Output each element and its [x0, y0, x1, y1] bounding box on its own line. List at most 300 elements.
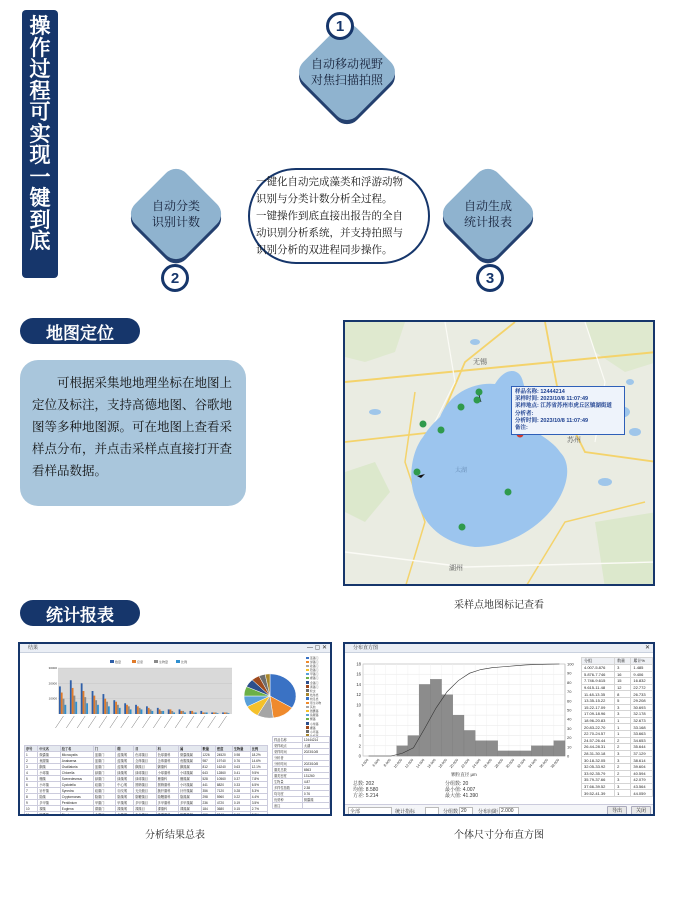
table-cell: 0.76 [302, 791, 329, 797]
table-cell: 30.18-32.05 [582, 757, 615, 764]
table-cell: 4.87 [302, 779, 329, 785]
table-cell: 3 [615, 777, 631, 784]
stat-max: 最大值: 41.390 [445, 793, 479, 799]
table-cell: 3040 [215, 812, 232, 817]
legend-label: 金藻门 [310, 680, 319, 685]
map-canvas[interactable] [345, 322, 655, 586]
table-row[interactable] [582, 737, 653, 744]
table-row[interactable] [582, 770, 653, 777]
step-1-line-2: 对焦扫描拍照 [310, 73, 383, 87]
table-cell: 念珠藻目 [134, 758, 156, 764]
bar [213, 712, 215, 714]
bar [135, 705, 137, 714]
legend-label: 小环藻 [310, 729, 319, 734]
groups-input[interactable]: 20 [459, 807, 473, 815]
y2-tick-label: 30 [567, 725, 572, 731]
legend-swatch [306, 697, 309, 700]
table-cell: 念珠藻科 [156, 758, 178, 764]
table-row[interactable] [582, 665, 653, 672]
table-cell: 10560 [215, 776, 232, 782]
table-cell: 2 [615, 770, 631, 777]
legend-swatch [306, 730, 309, 733]
table-cell: 蓝藻纲 [116, 758, 134, 764]
tooltip-line: 分析时间: 2023/10/8 11:07:49 [515, 417, 589, 424]
legend-swatch [306, 706, 309, 709]
histogram-bar [453, 715, 464, 756]
tooltip-line: 样品名称: 12444214 [515, 389, 565, 395]
table-row[interactable] [25, 812, 268, 817]
histogram-bar [498, 751, 509, 756]
stat-variance: 方差: 5.214 [353, 793, 379, 799]
stats-section-title: 统计报表 [20, 600, 140, 626]
y2-tick-label: 100 [567, 661, 574, 667]
column-header[interactable]: 数量 [201, 746, 215, 752]
x-tick-label: 36.000 [538, 758, 549, 770]
bar [211, 712, 213, 714]
table-cell: 绿球藻目 [134, 776, 156, 782]
table-row[interactable] [582, 691, 653, 698]
x-tick-label: 34.000 [527, 758, 538, 770]
table-cell: 20.83-22.70 [582, 724, 615, 731]
table-cell: 绿藻门 [93, 770, 115, 776]
table-cell: 152 [201, 812, 215, 817]
bar [128, 706, 130, 714]
bar [113, 700, 115, 714]
table-cell: 1 [615, 724, 631, 731]
table-row[interactable] [582, 704, 653, 711]
window-controls-icon[interactable]: — ▢ ✕ [306, 645, 327, 651]
table-cell: 鱼腥藻属 [179, 758, 201, 764]
table-cell: 9.5% [250, 770, 267, 776]
summary-caption: 分析结果总表 [145, 830, 205, 841]
legend-swatch [306, 693, 309, 696]
table-header-row [582, 658, 653, 665]
bar [168, 709, 170, 714]
summary-window-title: 结果 [28, 645, 39, 651]
column-header[interactable]: 序号 [25, 746, 38, 752]
x-tick-label: 12.000 [404, 758, 415, 770]
table-cell: 锥囊藻属 [179, 812, 201, 817]
y2-tick-label: 90 [567, 670, 572, 676]
table-cell: 颤藻 [38, 764, 60, 770]
y-tick-label: 10000 [48, 696, 57, 701]
table-cell: 锥囊藻科 [156, 812, 178, 817]
legend-label: 微囊藻 [310, 709, 319, 714]
table-row[interactable] [582, 790, 653, 797]
table-row[interactable] [582, 671, 653, 678]
table-cell: 24520 [215, 752, 232, 758]
banner-char: 到 [29, 207, 51, 232]
histogram-bar [419, 684, 430, 756]
table-cell: 锥囊藻 [38, 812, 60, 817]
histogram-bar [442, 695, 453, 756]
column-header[interactable]: 比例 [250, 746, 267, 752]
column-header[interactable]: 累计% [631, 658, 653, 665]
table-cell: 隐鞭藻目 [134, 794, 156, 800]
bar [84, 697, 86, 714]
table-cell: 17.09-18.96 [582, 711, 615, 718]
bar [106, 702, 108, 714]
table-cell: 裸藻纲 [116, 806, 134, 812]
histogram-caption: 个体尺寸分布直方图 [454, 830, 544, 841]
table-cell: 42.079 [631, 777, 653, 784]
y2-tick-label: 10 [567, 744, 572, 750]
table-cell: 38.614 [631, 757, 653, 764]
table-cell: 7.8% [250, 776, 267, 782]
banner-char: 现 [29, 143, 51, 167]
table-cell: 33.168 [631, 724, 653, 731]
export-button[interactable]: 导出 [607, 806, 627, 816]
table-cell: 987 [201, 758, 215, 764]
stat-min: 最小值: 4.007 [445, 787, 476, 793]
table-cell: 33.92-35.79 [582, 770, 615, 777]
histogram-table [581, 657, 653, 797]
bar [173, 712, 175, 714]
x-tick-label: 30.000 [505, 758, 516, 770]
step-1-line-1: 自动移动视野 [310, 57, 383, 71]
legend-label: 蓝藻门 [310, 656, 319, 660]
table-cell: 9.406 [631, 671, 653, 678]
table-cell: 43.564 [631, 783, 653, 790]
bar [92, 691, 94, 714]
legend-swatch [306, 689, 309, 692]
table-row[interactable] [582, 678, 653, 685]
table-row[interactable] [582, 730, 653, 737]
column-header[interactable]: 拉丁名 [60, 746, 93, 752]
table-cell: 32.05-33.92 [582, 763, 615, 770]
y-tick-label: 4 [358, 733, 361, 739]
x-tick-label: 16.000 [426, 758, 437, 770]
x-tick-label: 24.000 [471, 758, 482, 770]
legend-label: 裸藻门 [310, 676, 319, 681]
table-row[interactable] [582, 744, 653, 751]
table-cell: 0.76 [232, 758, 250, 764]
bar [202, 712, 204, 714]
table-cell: 11.48-13.35 [582, 691, 615, 698]
y2-tick-label: 40 [567, 716, 572, 722]
histogram-bar [531, 746, 542, 756]
table-cell: 中心纲 [116, 782, 134, 788]
histogram-bar [430, 679, 441, 756]
column-header[interactable]: 目 [134, 746, 156, 752]
histogram-bar [509, 751, 520, 756]
table-cell: 裸藻属 [179, 806, 201, 812]
y2-tick-label: 0 [567, 753, 570, 759]
table-cell: 15.22-17.09 [582, 704, 615, 711]
table-cell: Chlorella [60, 770, 93, 776]
map-panel[interactable] [343, 320, 655, 586]
banner-char: 键 [29, 186, 51, 210]
table-cell: 2 [615, 763, 631, 770]
step-3-text [452, 178, 524, 250]
table-cell: Euglena [60, 806, 93, 812]
x-tick-label: 22.000 [460, 758, 471, 770]
legend-label: 栅藻 [310, 725, 316, 730]
legend-swatch [306, 669, 309, 672]
table-cell: 131260 [302, 773, 329, 779]
table-row[interactable] [582, 757, 653, 764]
table-cell: 12 [615, 684, 631, 691]
tooltip-line: 分析者: [515, 410, 534, 417]
column-header[interactable]: 属 [179, 746, 201, 752]
table-cell: 528 [201, 776, 215, 782]
tooltip-line: 备注: [515, 425, 528, 432]
column-header[interactable]: 科 [156, 746, 178, 752]
banner-char: 底 [29, 229, 51, 253]
legend-label: 数量 [115, 660, 122, 664]
bar [83, 691, 85, 714]
table-cell: 绿藻纲 [116, 776, 134, 782]
table-cell: Oscillatoria [60, 764, 93, 770]
y-tick-label: 0 [358, 753, 361, 759]
table-cell: 0.22 [232, 794, 250, 800]
table-cell: 19740 [215, 758, 232, 764]
table-cell: 1 [615, 790, 631, 797]
table-cell: 26.733 [631, 691, 653, 698]
legend-swatch [110, 660, 114, 663]
table-row[interactable] [582, 783, 653, 790]
table-cell: 微囊藻属 [179, 752, 201, 758]
table-row[interactable] [582, 717, 653, 724]
y2-tick-label: 50 [567, 707, 572, 713]
histogram-bar [554, 741, 565, 756]
histogram-window[interactable] [343, 642, 655, 816]
x-tick-label: 38.000 [550, 758, 561, 770]
table-cell: 多甲藻 [38, 800, 60, 806]
legend-label: 针杆藻 [310, 733, 319, 738]
column-header[interactable]: 分组 [582, 658, 615, 665]
summary-window[interactable] [18, 642, 332, 816]
table-cell: 0.12 [232, 812, 250, 817]
step-3-line-1: 自动生成 [463, 199, 512, 213]
banner-char: 程 [29, 78, 51, 103]
table-cell: 12444214 [302, 737, 329, 743]
table-row[interactable] [582, 750, 653, 757]
filter-select[interactable]: 全部 [348, 807, 392, 815]
table-cell: 11 [25, 812, 38, 817]
legend-label: 小球藻 [310, 721, 319, 726]
summary-pie-chart [236, 660, 304, 728]
bar [159, 709, 161, 714]
banner-char: 实 [29, 121, 51, 146]
table-cell: 采样地点 [273, 743, 303, 749]
table-cell: 3 [615, 665, 631, 672]
table-cell: 栅藻科 [156, 776, 178, 782]
legend-label: 隐藻门 [310, 668, 319, 673]
bar [97, 705, 99, 714]
legend-label: 硅藻门 [310, 664, 319, 669]
table-cell: 5960 [215, 794, 232, 800]
table-cell: 29.208 [631, 697, 653, 704]
bar [81, 683, 83, 714]
legend-label: 其他 [310, 705, 316, 710]
close-icon[interactable]: ✕ [644, 645, 650, 651]
table-cell: 生物量 [273, 779, 303, 785]
map-description: 可根据采集地地理坐标在地图上定位及标注，支持高德地图、谷歌地图等多种地图源。可在地图上查看采样点分布，并点击采样点直接打开查看样品数据。 [20, 360, 246, 506]
table-cell: Synedra [60, 788, 93, 794]
x-tick-label: 26.000 [482, 758, 493, 770]
table-cell: 18.2% [250, 752, 267, 758]
table-cell: 2.38 [302, 785, 329, 791]
bar [119, 708, 121, 714]
table-cell: 多甲藻目 [134, 800, 156, 806]
bar [103, 694, 105, 714]
metric-select[interactable] [425, 807, 439, 815]
column-header[interactable]: 门 [93, 746, 115, 752]
interval-input[interactable]: 2.000 [499, 807, 519, 815]
table-row[interactable] [582, 777, 653, 784]
banner-char: 可 [29, 100, 51, 124]
legend-label: 桡足类 [310, 696, 319, 701]
bar [157, 708, 159, 714]
bubble-line: 识别与分类计数分析全过程。 [256, 193, 393, 205]
histogram-bar [475, 741, 486, 756]
bar [204, 712, 206, 714]
table-row[interactable] [582, 763, 653, 770]
close-button[interactable]: 关闭 [631, 806, 651, 816]
table-cell: 色球藻目 [134, 752, 156, 758]
table-row[interactable] [582, 697, 653, 704]
table-cell: 6 [25, 782, 38, 788]
table-cell: 40.594 [631, 770, 653, 777]
column-header[interactable]: 中文名 [38, 746, 60, 752]
table-cell: 绿藻门 [93, 776, 115, 782]
bar [151, 711, 153, 714]
place-taihu: 太湖 [455, 467, 468, 474]
histogram-bar [520, 751, 531, 756]
table-cell: 1226 [201, 752, 215, 758]
table-cell: 33.663 [631, 730, 653, 737]
table-cell: 4720 [215, 800, 232, 806]
table-cell: 643 [201, 770, 215, 776]
table-cell: 多样性指数 [273, 785, 303, 791]
x-tick-label: 20.000 [449, 758, 460, 770]
table-cell: 39.52-41.39 [582, 790, 615, 797]
bar [191, 711, 193, 714]
step-1-number: 1 [326, 12, 354, 40]
step-2-text [140, 178, 212, 250]
table-cell: 鱼腥藻 [38, 758, 60, 764]
histogram-bar [543, 746, 554, 756]
table-cell: 针杆藻 [38, 788, 60, 794]
x-tick-label: 4.000 [360, 758, 370, 768]
bubble-line: 一键操作到底直接出报告的全自 [256, 210, 403, 222]
column-header[interactable]: 密度 [215, 746, 232, 752]
table-cell: 3 [615, 750, 631, 757]
banner-char: 操 [29, 14, 51, 38]
table-cell: 1 [615, 730, 631, 737]
bar [206, 712, 208, 714]
histogram-bar [408, 736, 419, 756]
table-row[interactable] [273, 803, 330, 809]
table-cell: 圆筛藻科 [156, 782, 178, 788]
table-cell: 小环藻属 [179, 782, 201, 788]
table-cell: 298 [201, 794, 215, 800]
table-cell: 1 [25, 752, 38, 758]
table-cell: 颤藻目 [134, 764, 156, 770]
bar [86, 703, 88, 714]
table-cell: 1 [615, 717, 631, 724]
table-cell: 金藻纲 [116, 812, 134, 817]
y-tick-label: 10 [356, 702, 361, 708]
banner-char: 作 [29, 35, 51, 60]
bar [193, 712, 195, 714]
bar [224, 712, 226, 714]
table-cell: 蓝藻门 [93, 764, 115, 770]
histogram-window-titlebar [345, 644, 653, 653]
column-header[interactable]: 数量 [615, 658, 631, 665]
x-tick-label: 18.000 [437, 758, 448, 770]
step-2-line-2: 识别计数 [151, 215, 200, 229]
table-cell: 3680 [215, 806, 232, 812]
bar [137, 706, 139, 714]
legend-label: 密度 [137, 660, 144, 664]
bar [171, 711, 173, 714]
bar [108, 706, 110, 714]
legend-swatch [306, 710, 309, 713]
table-cell: 3.5% [250, 800, 267, 806]
bar [190, 711, 192, 714]
table-cell: 色球藻科 [156, 752, 178, 758]
histogram-chart [347, 656, 579, 780]
table-cell: 2023/10/8 [302, 761, 329, 767]
table-cell: 0.19 [232, 800, 250, 806]
x-axis-label: 颗粒直径 μm [451, 772, 477, 777]
bar [70, 680, 72, 714]
y2-tick-label: 60 [567, 698, 572, 704]
bar [200, 711, 202, 714]
table-cell: 0.33 [232, 782, 250, 788]
step-2-diamond [140, 178, 212, 250]
table-cell: 28.31-30.18 [582, 750, 615, 757]
table-cell: 16 [615, 671, 631, 678]
legend-label: 甲藻门 [310, 672, 319, 677]
table-cell: 37.129 [631, 750, 653, 757]
bar [93, 696, 95, 714]
table-cell: 3 [615, 711, 631, 718]
table-cell: 优势种 [273, 797, 303, 803]
legend-swatch [306, 726, 309, 729]
table-cell: 圆筛藻目 [134, 782, 156, 788]
table-cell: 颤藻科 [156, 764, 178, 770]
table-cell: 2023/10/8 [302, 749, 329, 755]
bar [139, 708, 141, 714]
column-header[interactable]: 纲 [116, 746, 134, 752]
bar [217, 713, 219, 714]
bar [180, 711, 182, 714]
table-cell: 小球藻属 [179, 770, 201, 776]
table-cell: Cyclotella [60, 782, 93, 788]
table-cell: Anabaena [60, 758, 93, 764]
x-tick-label: 10.000 [392, 758, 404, 770]
legend-label: 比例 [181, 660, 188, 664]
bar [222, 712, 224, 714]
table-cell [302, 803, 329, 809]
table-cell: 236 [201, 800, 215, 806]
table-cell: 甲藻纲 [116, 800, 134, 806]
legend-label: 轮虫 [310, 688, 316, 693]
table-row[interactable] [582, 724, 653, 731]
table-cell: Scenedesmus [60, 776, 93, 782]
table-cell: 多甲藻科 [156, 800, 178, 806]
table-cell: 4.4% [250, 794, 267, 800]
column-header[interactable]: 生物量 [232, 746, 250, 752]
y-tick-label: 18 [356, 661, 361, 667]
table-row[interactable] [582, 684, 653, 691]
table-row[interactable] [582, 711, 653, 718]
table-cell: 2.2% [250, 812, 267, 817]
legend-label: 颤藻 [310, 717, 316, 722]
